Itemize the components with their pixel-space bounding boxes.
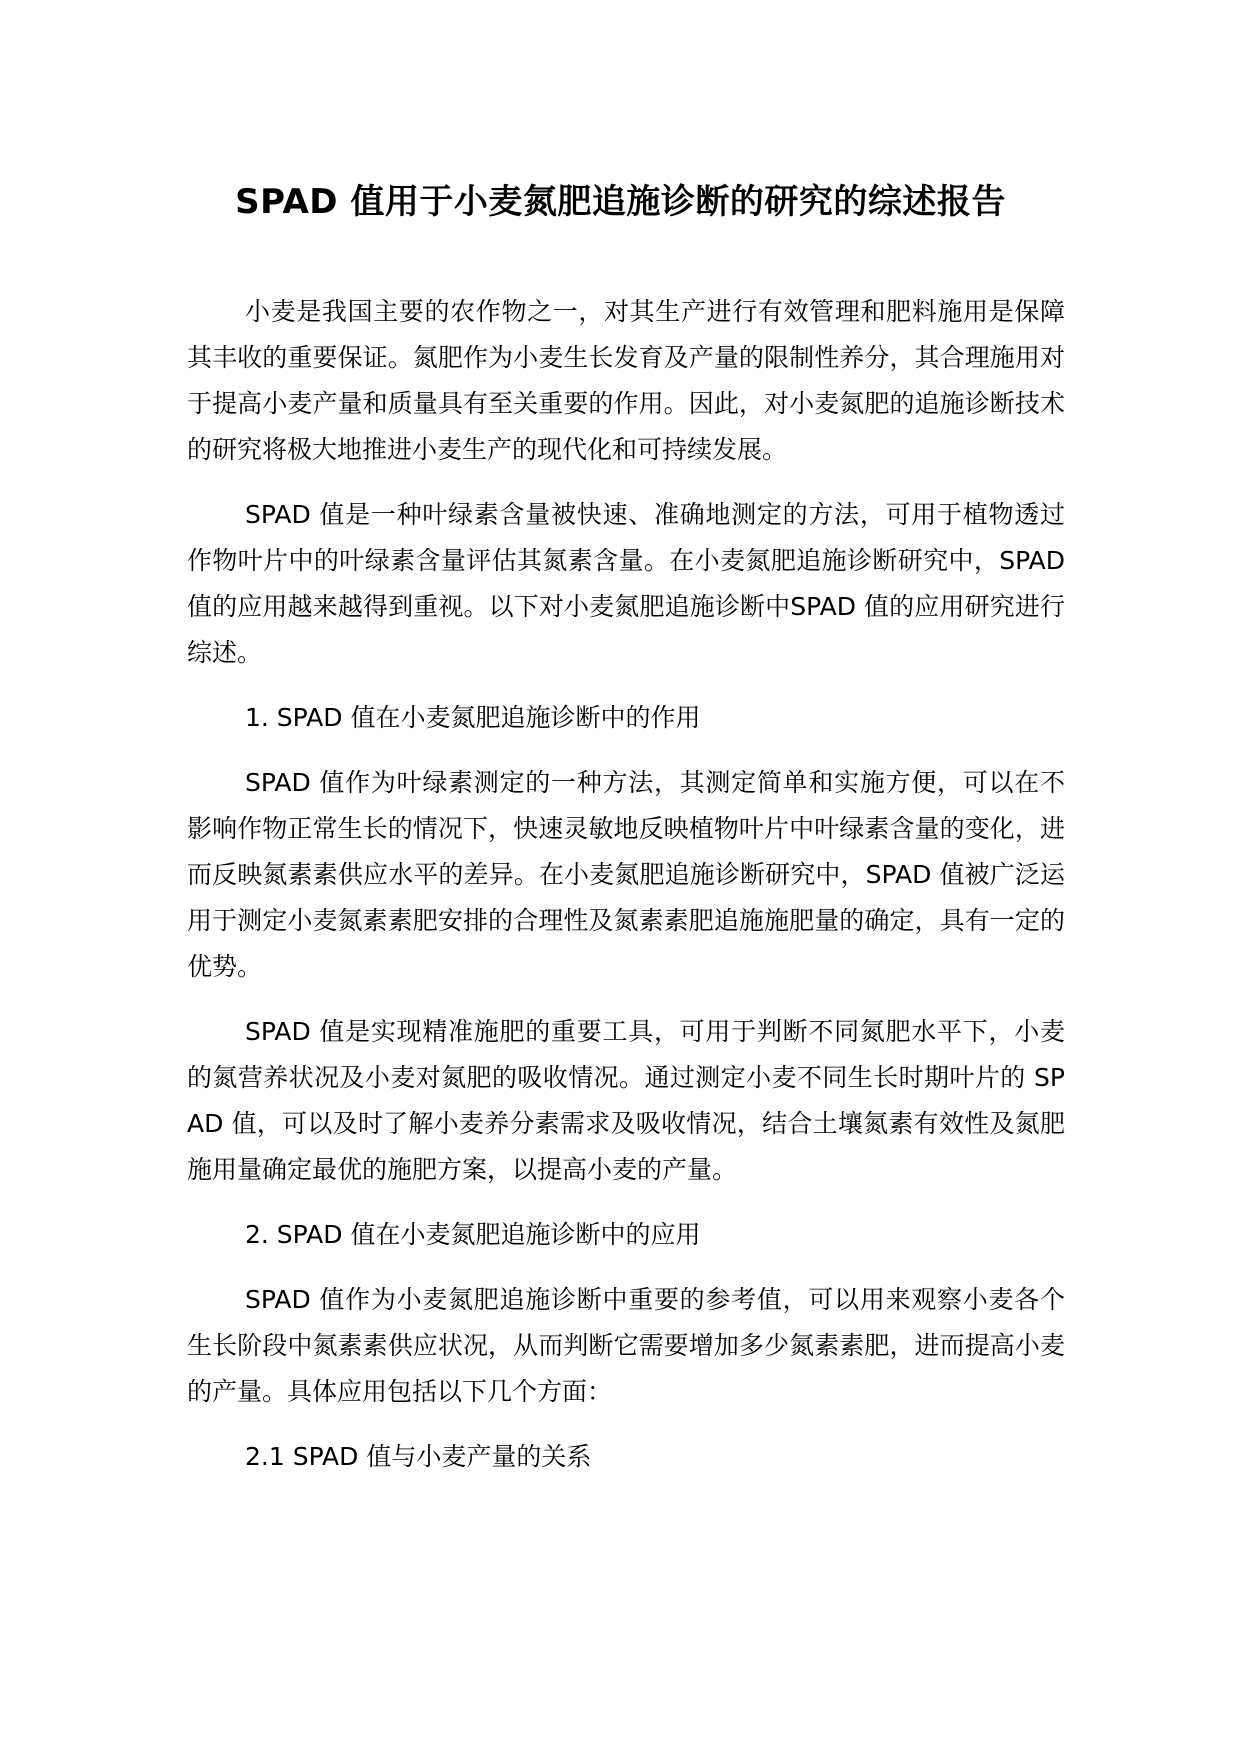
paragraph-intro: 小麦是我国主要的农作物之一，对其生产进行有效管理和肥料施用是保障其丰收的重要保证。氮肥作为小麦生长发育及产量的限制性养分，其合理施用对于提高小麦产量和质量具有至关重要的作用。因此，对小麦氮肥的追施诊断技术的研究将极大地推进小麦生产的现代化和可持续发展。 <box>187 297 1065 464</box>
paragraph-spad-application: SPAD 值作为小麦氮肥追施诊断中重要的参考值，可以用来观察小麦各个生长阶段中氮素素供应状况，从而判断它需要增加多少氮素素肥，进而提高小麦的产量。具体应用包括以下几个方面： <box>187 1285 1065 1406</box>
section-heading-1: 1. SPAD 值在小麦氮肥追施诊断中的作用 <box>245 703 701 732</box>
document-body <box>187 289 1065 1480</box>
paragraph-spad-definition: SPAD 值是一种叶绿素含量被快速、准确地测定的方法，可用于植物透过作物叶片中的叶绿素含量评估其氮素含量。在小麦氮肥追施诊断研究中，SPAD 值的应用越来越得到重视。以下对小麦氮肥追施诊断中SPAD 值的应用研究进行综述。 <box>187 500 1065 667</box>
paragraph-spad-role: SPAD 值作为叶绿素测定的一种方法，其测定简单和实施方便，可以在不影响作物正常生长的情况下，快速灵敏地反映植物叶片中叶绿素含量的变化，进而反映氮素素供应水平的差异。在小麦氮肥追施诊断研究中，SPAD 值被广泛运用于测定小麦氮素素肥安排的合理性及氮素素肥追施施肥量的确定，具有一定的优势。 <box>187 768 1065 981</box>
paragraph-precision-fertilization: SPAD 值是实现精准施肥的重要工具，可用于判断不同氮肥水平下，小麦的氮营养状况及小麦对氮肥的吸收情况。通过测定小麦不同生长时期叶片的 SPAD 值，可以及时了解小麦养分素需求及吸收情况，结合土壤氮素有效性及氮肥施用量确定最优的施肥方案，以提高小麦的产量。 <box>187 1017 1065 1184</box>
document-title: SPAD 值用于小麦氮肥追施诊断的研究的综述报告 <box>235 182 1006 222</box>
section-heading-2: 2. SPAD 值在小麦氮肥追施诊断中的应用 <box>245 1220 701 1249</box>
subsection-heading-2-1: 2.1 SPAD 值与小麦产量的关系 <box>245 1442 592 1471</box>
